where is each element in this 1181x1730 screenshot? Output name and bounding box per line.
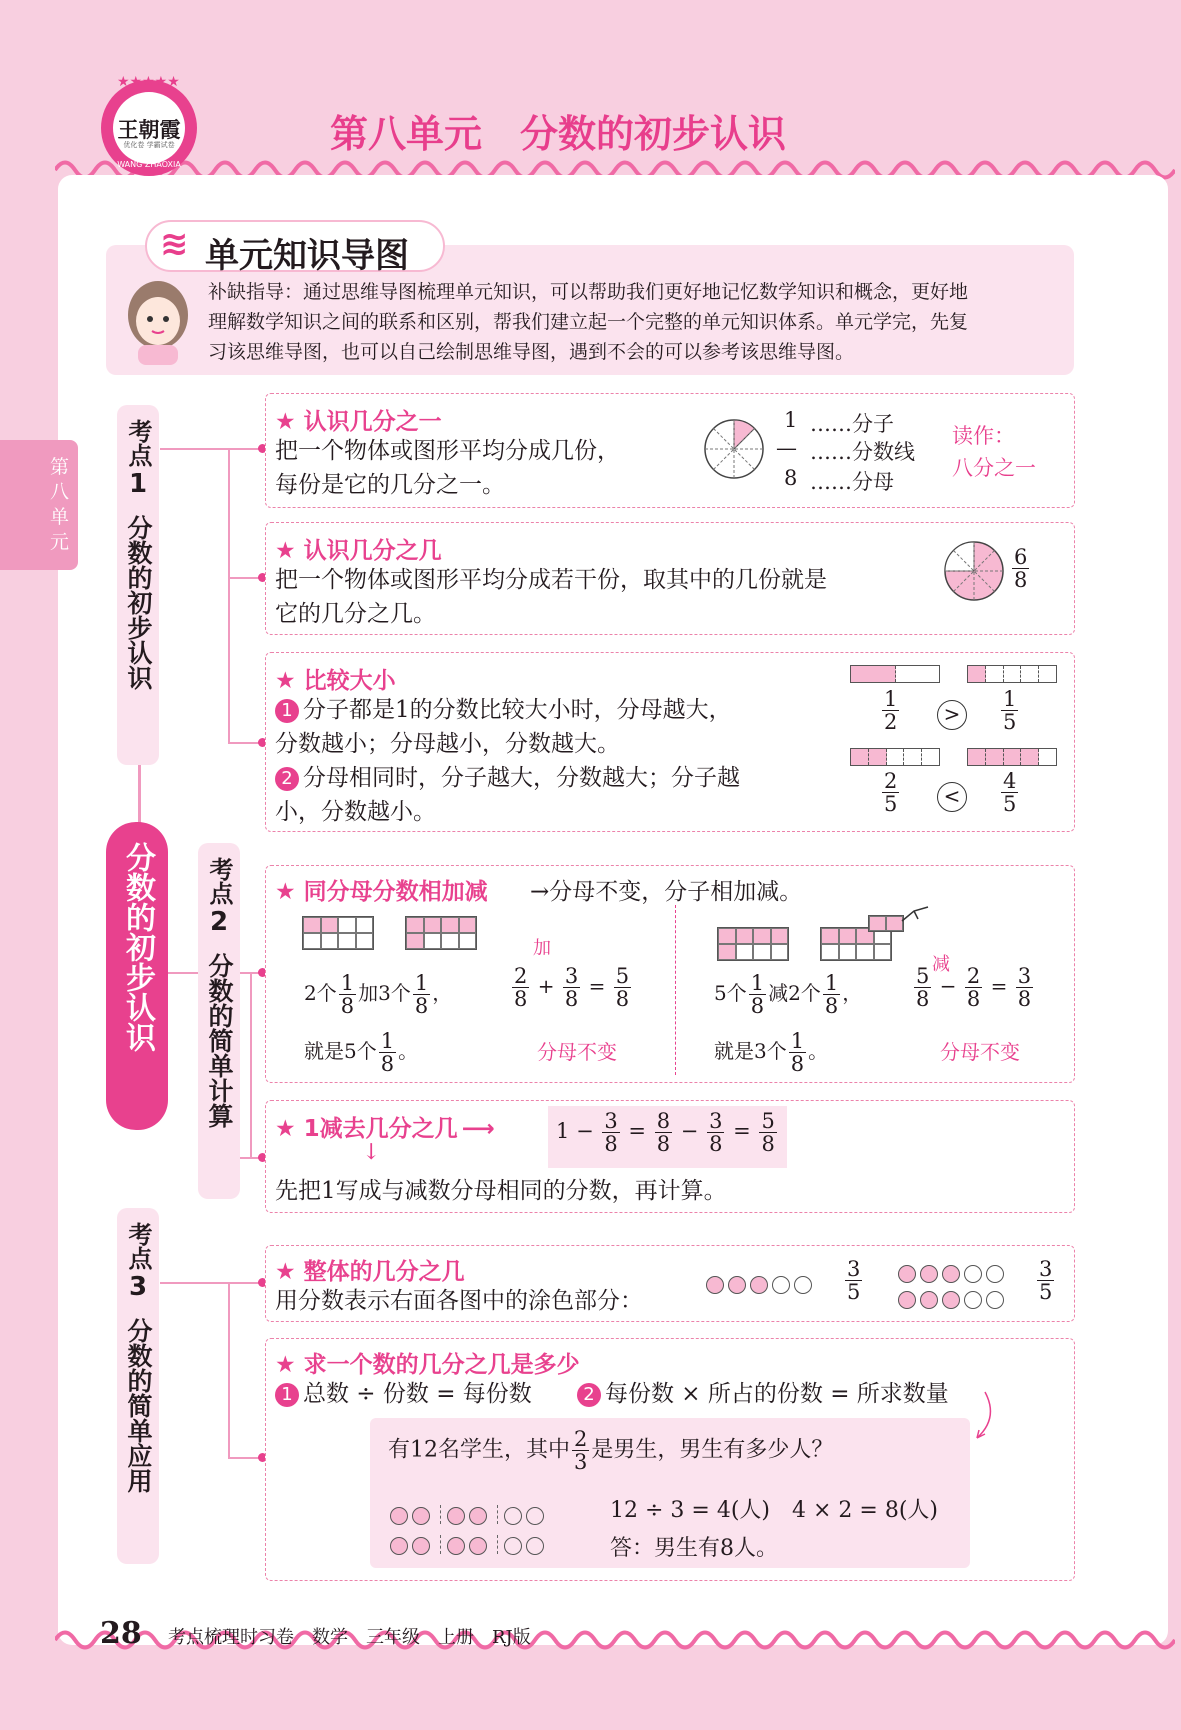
pie-eighths-1-icon	[703, 418, 765, 480]
text: 是男生，男生有多少人？	[591, 1437, 834, 1463]
numerator: 5	[761, 1109, 775, 1133]
equals-sign: =	[588, 974, 606, 998]
grid-add-1	[302, 916, 374, 950]
plus-sign: +	[537, 974, 555, 998]
box1-denominator-label: ……分母	[810, 470, 894, 494]
equals-sign: =	[733, 1119, 751, 1143]
minus-sign: −	[680, 1119, 699, 1143]
box3-rule-2a-text: 分母相同时，分子越大，分数越大；分子越	[303, 765, 740, 791]
box2-denominator: 8	[1014, 568, 1028, 592]
box3-rule-1b: 分数越小；分母越小，分数越大。	[275, 731, 620, 757]
compare-op-2: <	[937, 782, 967, 812]
text: 有12名学生，其中	[388, 1437, 570, 1463]
same-denominator-label-2: 分母不变	[940, 1040, 1020, 1064]
connector-b7-h	[228, 1457, 262, 1459]
add-equation	[510, 965, 633, 1010]
compare-frac-1	[880, 688, 901, 733]
numerator: 1	[824, 971, 839, 995]
text: 。	[398, 1039, 419, 1063]
denominator: 5	[884, 792, 898, 816]
box7-rule-2	[577, 1377, 949, 1411]
denominator: 8	[604, 1132, 618, 1156]
text: 就是3个	[714, 1039, 787, 1063]
long-arrow-right-icon: ⟶	[461, 1116, 495, 1142]
numerator: 3	[604, 1109, 618, 1133]
box1-read-label: 读作：	[952, 424, 1015, 448]
bar-fifth	[967, 665, 1057, 683]
add-sentence-2	[304, 1030, 418, 1075]
box3-rule-1a-text: 分子都是1的分数比较大小时，分母越大，	[303, 697, 732, 723]
grid-add-2	[405, 916, 477, 950]
text: 5个	[714, 981, 747, 1005]
pie-eighths-6-icon	[943, 540, 1005, 602]
numerator: 8	[656, 1109, 671, 1133]
number-2-icon: 2	[275, 767, 299, 791]
box1-numerator-label: ……分子	[810, 412, 894, 436]
logo-text: 王朝霞	[117, 117, 181, 142]
logo-ring-text: WANG ZHAOXIA	[117, 160, 181, 169]
connector-p2-v	[250, 972, 252, 1157]
minus-sign: −	[939, 974, 957, 998]
denominator: 8	[709, 1132, 723, 1156]
numerator: 3	[1017, 964, 1032, 988]
grid-sub-2	[820, 927, 892, 961]
box6-title	[275, 1253, 465, 1286]
number-1-icon: 1	[275, 1383, 299, 1407]
sub-equation	[912, 965, 1035, 1010]
box7-title	[275, 1346, 580, 1379]
example-answer: 答：男生有8人。	[610, 1536, 778, 1561]
text: 2个	[304, 981, 337, 1005]
denominator: 8	[1017, 987, 1032, 1011]
bar-two-fifths	[850, 748, 940, 766]
box2-title-text: 认识几分之几	[303, 538, 442, 564]
connector-p1	[138, 760, 141, 830]
circles-row-a	[706, 1274, 816, 1294]
connector-b3-h	[228, 742, 262, 744]
numerator: 1	[414, 971, 429, 995]
box1-denominator: 8	[784, 466, 798, 490]
box3-rule-1a	[275, 693, 732, 727]
denominator: 8	[790, 1052, 805, 1076]
point-label-1	[117, 405, 159, 765]
box4-rule-text: 分母不变，分子相加减。	[549, 879, 803, 905]
box1-read-value: 八分之一	[952, 456, 1036, 480]
numerator: 1	[380, 1029, 395, 1053]
box2-numerator: 6	[1014, 545, 1028, 569]
one: 1	[556, 1119, 570, 1143]
numerator: 1	[884, 687, 898, 711]
connector-p1-h	[160, 448, 262, 450]
box7-title-text: 求一个数的几分之几是多少	[303, 1352, 580, 1378]
guide-tip-line-3: 习该思维导图，也可以自己绘制思维导图，遇到不会的可以参考该思维导图。	[208, 341, 855, 363]
box2-fraction	[1010, 546, 1031, 591]
box1-line-1: 把一个物体或图形平均分成几份，	[275, 438, 620, 464]
minus-sign: −	[576, 1119, 594, 1143]
same-denominator-label-1: 分母不变	[537, 1040, 617, 1064]
example-calc: 12 ÷ 3 = 4(人) 4 × 2 = 8(人)	[610, 1498, 938, 1523]
point-name: 分数的初步认识	[124, 515, 153, 690]
denominator: 5	[847, 1280, 861, 1304]
star-icon: ★	[275, 668, 304, 694]
example-question	[388, 1428, 833, 1473]
point-tag: 考点	[205, 857, 233, 905]
point-label-3	[117, 1208, 159, 1564]
box5-equation	[548, 1106, 787, 1168]
denominator: 8	[564, 987, 579, 1011]
box5-desc: 先把1写成与减数分母相同的分数，再计算。	[275, 1178, 727, 1204]
denominator: 5	[1039, 1280, 1053, 1304]
guide-tip-line-2: 理解数学知识之间的联系和区别，帮我们建立起一个完整的单元知识体系。单元学完，先复	[208, 311, 969, 333]
text: 减2个	[768, 981, 821, 1005]
equals-sign: =	[628, 1119, 647, 1143]
bar-half	[850, 665, 940, 683]
box3-title-text: 比较大小	[303, 668, 396, 694]
bar-four-fifths	[967, 748, 1057, 766]
box6-desc: 用分数表示右面各图中的涂色部分：	[275, 1288, 643, 1314]
star-icon: ★	[275, 1116, 304, 1142]
numerator: 3	[709, 1109, 723, 1133]
point-tag: 考点	[124, 419, 152, 467]
box2-line-1: 把一个物体或图形平均分成若干份，取其中的几份就是	[275, 567, 827, 593]
box3-rule-2b: 小，分数越小。	[275, 799, 436, 825]
box4-title	[275, 873, 488, 906]
star-icon: ★	[275, 1352, 304, 1378]
denominator: 8	[750, 994, 765, 1018]
center-label	[106, 822, 168, 1130]
denominator: 8	[380, 1052, 395, 1076]
page-number: 28	[100, 1616, 142, 1651]
numerator: 3	[847, 1257, 861, 1281]
numerator: 3	[564, 964, 579, 988]
add-sentence-1	[304, 972, 452, 1017]
center-label-text: 分数的初步认识	[120, 842, 155, 1052]
add-label: 加	[533, 938, 551, 959]
wave-icon: ≋	[160, 224, 189, 264]
box1-numerator: 1	[784, 408, 798, 432]
compare-frac-3	[880, 770, 901, 815]
denominator: 8	[340, 994, 355, 1018]
box1-title	[275, 403, 442, 436]
hand-pointer-icon	[900, 903, 932, 925]
text: 就是5个	[304, 1039, 377, 1063]
numerator: 2	[884, 769, 898, 793]
numerator: 5	[615, 964, 630, 988]
box7-rule-1	[275, 1377, 532, 1411]
number-1-icon: 1	[275, 699, 299, 723]
box4-rule	[530, 873, 802, 906]
denominator: 8	[615, 987, 630, 1011]
arrow-right-icon: →	[530, 879, 550, 905]
numerator: 1	[750, 971, 765, 995]
example-circles	[390, 1500, 548, 1560]
connector-center-p2	[168, 972, 198, 974]
footer-text: 考点梳理时习卷 数学 三年级 上册 RJ版	[168, 1627, 531, 1648]
star-icon: ★	[275, 409, 304, 435]
box7-rule-2-text: 每份数 × 所占的份数 = 所求数量	[605, 1381, 949, 1407]
box1-fraction-line-label: ……分数线	[810, 440, 915, 464]
point-num: 1	[128, 469, 148, 499]
down-arrow-icon: ↓	[362, 1140, 381, 1165]
denominator: 8	[916, 987, 930, 1011]
circles-frac-a	[843, 1258, 864, 1303]
point-name: 分数的简单计算	[205, 953, 234, 1128]
logo	[95, 70, 203, 178]
denominator: 8	[761, 1132, 775, 1156]
box5-title-text: 1减去几分之几	[303, 1116, 458, 1142]
star-icon: ★	[275, 879, 304, 905]
circles-grid-b	[898, 1260, 1030, 1312]
connector-p1-v	[228, 448, 230, 743]
numerator: 2	[966, 964, 981, 988]
svg-text:★★★★★: ★★★★★	[117, 74, 180, 90]
numerator: 4	[1003, 769, 1017, 793]
box1-fraction-bar: —	[776, 436, 797, 460]
denominator: 8	[414, 994, 429, 1018]
denominator: 2	[884, 710, 898, 734]
grid-sub-1	[717, 927, 789, 961]
numerator: 5	[916, 964, 930, 988]
point-tag: 考点	[124, 1222, 152, 1270]
star-icon: ★	[275, 538, 304, 564]
box3-title	[275, 662, 396, 695]
sub-sentence-1	[714, 972, 862, 1017]
compare-frac-2	[999, 688, 1020, 733]
compare-frac-4	[999, 770, 1020, 815]
point-label-2	[198, 843, 240, 1199]
text: ，	[432, 981, 453, 1005]
number-2-icon: 2	[577, 1383, 601, 1407]
numerator: 3	[1039, 1257, 1053, 1281]
page-title: 第八单元 分数的初步认识	[330, 112, 787, 156]
text: 加3个	[358, 981, 411, 1005]
logo-small-text: 优化卷 学霸试卷	[123, 141, 175, 149]
numerator: 2	[514, 964, 528, 988]
girl-avatar	[118, 275, 198, 365]
box2-title	[275, 532, 442, 565]
box4-title-text: 同分母分数相加减	[303, 879, 488, 905]
text: 。	[808, 1039, 829, 1063]
star-icon: ★	[275, 1259, 304, 1285]
grid-sub-moved	[868, 915, 904, 932]
denominator: 3	[574, 1450, 588, 1474]
box2-line-2: 它的几分之几。	[275, 601, 436, 627]
numerator: 1	[790, 1029, 805, 1053]
numerator: 1	[340, 971, 355, 995]
numerator: 2	[574, 1427, 588, 1451]
sub-sentence-2	[714, 1030, 828, 1075]
connector-b2-h	[228, 577, 262, 579]
box6-title-text: 整体的几分之几	[303, 1259, 465, 1285]
side-tab-label: 第八单元	[50, 456, 70, 553]
box4-divider	[675, 905, 676, 1075]
numerator: 1	[1003, 687, 1017, 711]
connector-p3-h	[160, 1282, 262, 1284]
denominator: 8	[824, 994, 839, 1018]
equals-sign: =	[990, 974, 1008, 998]
denominator: 5	[1003, 710, 1017, 734]
point-num: 3	[128, 1272, 148, 1302]
sub-label: 减	[932, 954, 950, 975]
denominator: 8	[514, 987, 528, 1011]
text: ，	[842, 981, 863, 1005]
box7-rule-1-text: 总数 ÷ 份数 = 每份数	[303, 1381, 532, 1407]
denominator: 8	[966, 987, 981, 1011]
box3-rule-2a	[275, 761, 740, 795]
guide-heading: 单元知识导图	[205, 236, 409, 276]
denominator: 5	[1003, 792, 1017, 816]
box1-title-text: 认识几分之一	[303, 409, 442, 435]
circles-frac-b	[1035, 1258, 1056, 1303]
denominator: 8	[656, 1132, 671, 1156]
box1-line-2: 每份是它的几分之一。	[275, 472, 505, 498]
point-num: 2	[209, 907, 229, 937]
point-name: 分数的简单应用	[124, 1318, 153, 1493]
guide-tip-line-1: 补缺指导：通过思维导图梳理单元知识，可以帮助我们更好地记忆数学知识和概念，更好地	[208, 281, 969, 303]
connector-p3-v	[228, 1282, 230, 1457]
box5-title	[275, 1110, 495, 1143]
compare-op-1: >	[937, 700, 967, 730]
